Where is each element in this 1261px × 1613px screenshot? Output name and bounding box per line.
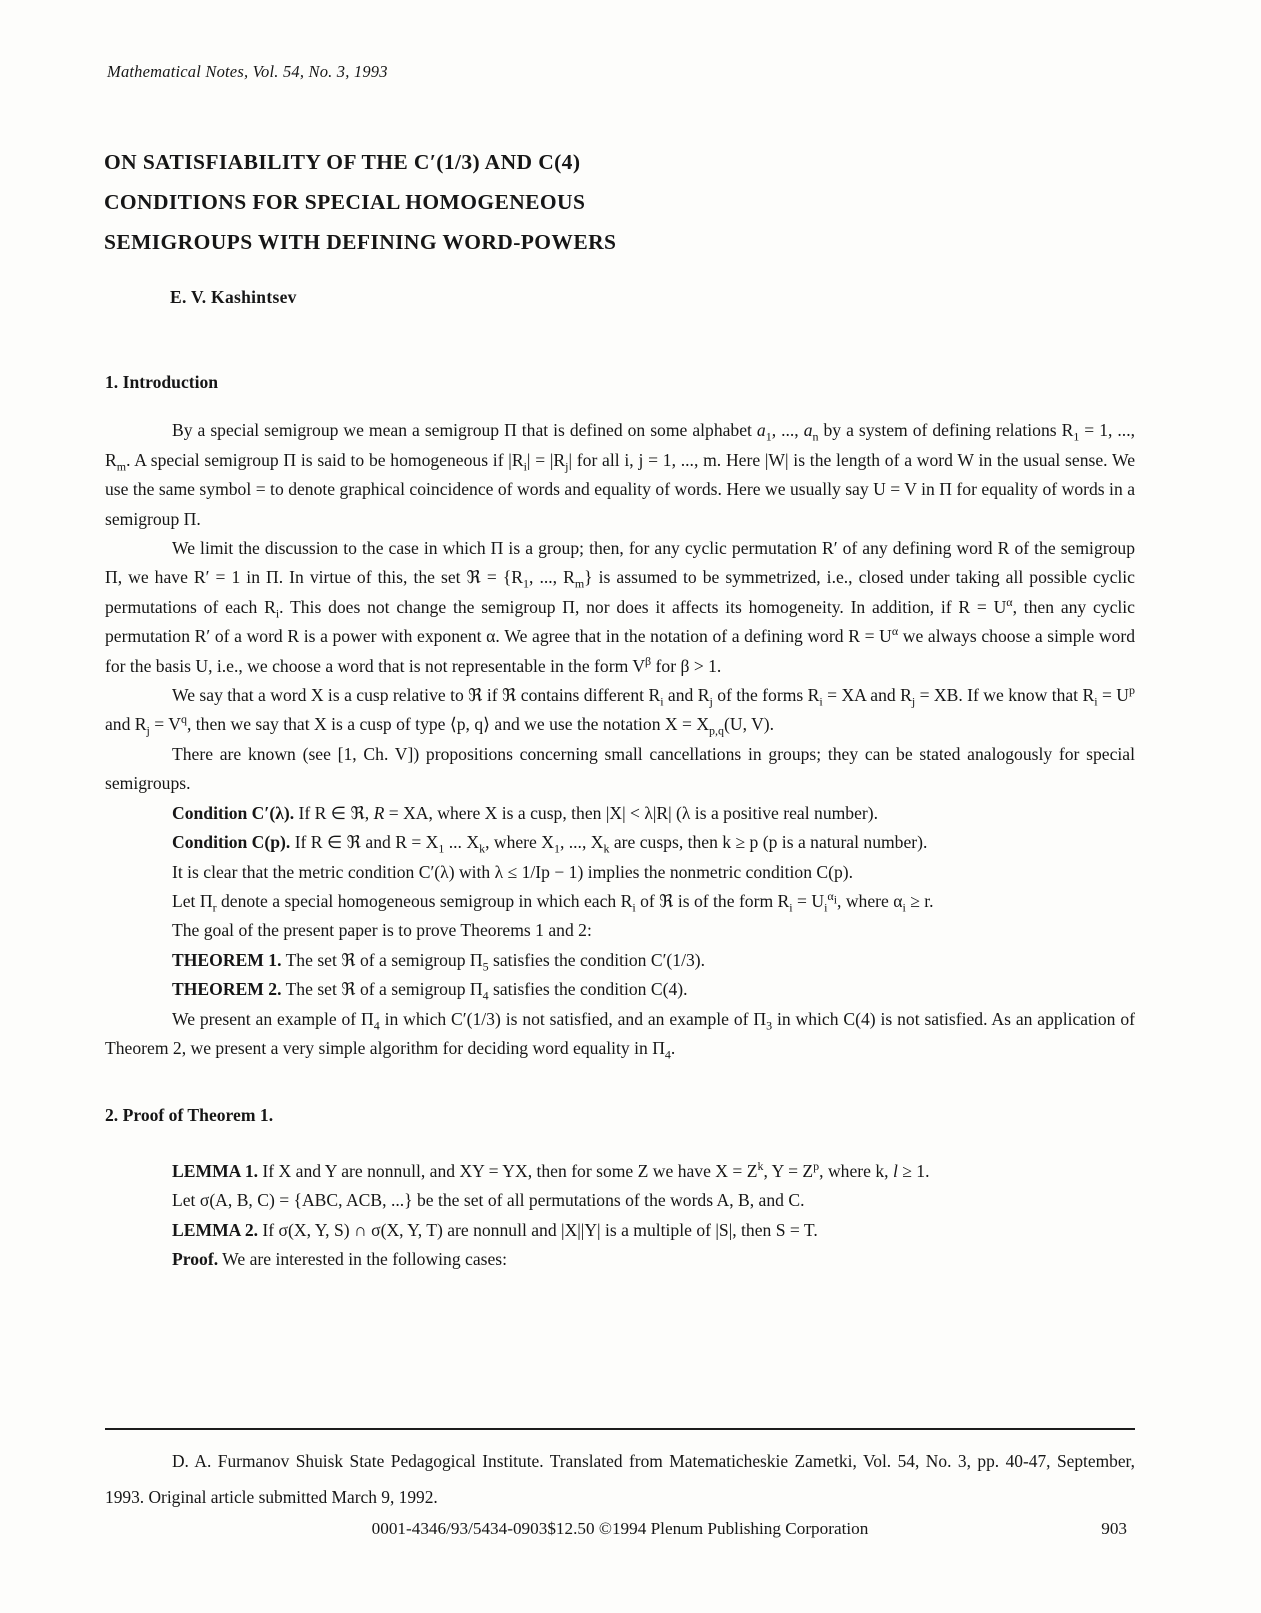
paragraph: THEOREM 1. The set ℜ of a semigroup $\Pi_5$ satisfies the condition C′(1/3). <box>172 949 706 974</box>
bottom-line <box>105 1519 1135 1539</box>
title-line: SEMIGROUPS WITH DEFINING WORD-POWERS <box>104 230 617 254</box>
paragraph: LEMMA 2. If σ(X, Y, S) ∩ σ(X, Y, T) are nonnull and |X||Y| is a multiple of |S|, then S = T. <box>172 1219 818 1240</box>
paper-title <box>104 142 616 262</box>
author-name: E. V. Kashintsev <box>170 287 297 307</box>
paper-body <box>105 368 1135 1274</box>
paragraph: LEMMA 1. If X and Y are nonnull, and XY = YX, then for some Z we have $X = Z^k$, $Y = Z^p$, where k, l ≥ 1. <box>172 1158 930 1181</box>
section-heading: 2. Proof of Theorem 1. <box>105 1105 274 1126</box>
page-number: 903 <box>1101 1519 1127 1538</box>
paragraph: It is clear that the metric condition C′(λ) with λ ≤ 1/Ip − 1) implies the nonmetric condition C(p). <box>172 861 854 882</box>
paragraph: THEOREM 2. The set ℜ of a semigroup $\Pi_4$ satisfies the condition C(4). <box>172 979 688 1003</box>
title-line: ON SATISFIABILITY OF THE C′(1/3) AND C(4) <box>104 150 581 174</box>
paragraph: By a special semigroup we mean a semigroup Π that is defined on some alphabet $a_1$, ..., $a_n$ by a system of defining relations $R_1 = 1$, ..., $R_m$. A special semigroup Π is said to be homogeneous if $|R_i| = |R_j|$ for all i, j = 1, ..., m. Here |W| is the length of a word W in the usual sense. We use the same symbol = to denote graphical coincidence of words and equality of words. Here we usually say U = V in Π for equality of words in a semigroup Π. <box>105 420 1136 529</box>
paragraph: Condition C(p). If R ∈ ℜ and $R = X_1$ ... $X_k$, where $X_1$, ..., $X_k$ are cusps, then k ≥ p (p is a natural number). <box>172 832 928 856</box>
paragraph: We say that a word X is a cusp relative to ℜ if ℜ contains different $R_i$ and $R_j$ of the forms $R_i$ = XA and $R_j$ = XB. If we know that $R_i = U^p$ and $R_j = V^q$, then we say that X is a cusp of type ⟨p, q⟩ and we use the notation $X = X_{p,q}(U$, V). <box>105 683 1135 738</box>
paragraph: We limit the discussion to the case in which Π is a group; then, for any cyclic permutation R′ of any defining word R of the semigroup Π, we have R′ = 1 in Π. In virtue of this, the set ℜ = {$R_1$, ..., $R_m$} is assumed to be symmetrized, i.e., closed under taking all possible cyclic permutations of each $R_i$. This does not change the semigroup Π, nor does it affects its homogeneity. In addition, if $R = U^\alpha$, then any cyclic permutation R′ of a word R is a power with exponent α. We agree that in the notation of a defining word $R = U^\alpha$ we always choose a simple word for the basis U, i.e., we choose a word that is not representable in the form $V^\beta$ for β > 1. <box>105 538 1135 676</box>
paragraph: Condition C′(λ). If R ∈ ℜ, R = XA, where X is a cusp, then |X| < λ|R| (λ is a positive real number). <box>172 802 879 823</box>
paragraph: Let $\Pi_r$ denote a special homogeneous semigroup in which each $R_i$ of ℜ is of the form $R_i = U_i^{\alpha_i}$, where $\alpha_i \ge r$. <box>172 889 934 915</box>
title-line: CONDITIONS FOR SPECIAL HOMOGENEOUS <box>104 190 586 214</box>
section-heading: 1. Introduction <box>105 372 219 392</box>
copyright-line: 0001-4346/93/5434-0903$12.50 ©1994 Plenum Publishing Corporation <box>371 1519 869 1538</box>
paragraph: The goal of the present paper is to prove Theorems 1 and 2: <box>172 920 592 941</box>
paragraph: We present an example of $\Pi_4$ in which C′(1/3) is not satisfied, and an example of $\Pi_3$ in which C(4) is not satisfied. As an application of Theorem 2, we present a very simple algorithm for deciding word equality in $\Pi_4$. <box>105 1008 1135 1062</box>
journal-header: Mathematical Notes, Vol. 54, No. 3, 1993 <box>107 62 388 81</box>
footnote-divider <box>105 1428 1135 1430</box>
paragraph: Proof. We are interested in the following cases: <box>172 1248 508 1269</box>
paragraph: There are known (see [1, Ch. V]) propositions concerning small cancellations in groups; they can be stated analogously for special semigroups. <box>105 743 1135 794</box>
paragraph: Let σ(A, B, C) = {ABC, ACB, ...} be the set of all permutations of the words A, B, and C. <box>172 1190 805 1211</box>
footnote-text: D. A. Furmanov Shuisk State Pedagogical Institute. Translated from Matematicheskie Zametki, Vol. 54, No. 3, pp. 40-47, September, 1993. Original article submitted March 9, 1992. <box>105 1451 1135 1507</box>
